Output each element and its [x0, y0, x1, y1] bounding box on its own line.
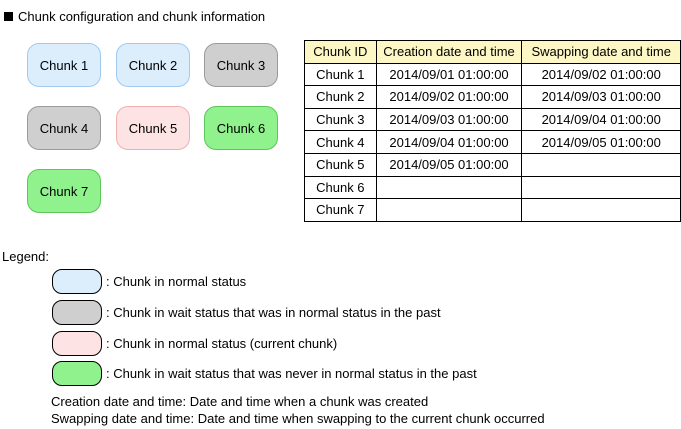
legend-swatch-normal — [52, 269, 102, 294]
cell-creation: 2014/09/04 01:00:00 — [376, 131, 522, 154]
square-bullet-icon — [4, 12, 13, 21]
chunk-4: Chunk 4 — [27, 106, 101, 150]
header-chunk-id: Chunk ID — [305, 41, 377, 64]
legend-label: : Chunk in normal status (current chunk) — [106, 335, 338, 351]
cell-creation: 2014/09/01 01:00:00 — [376, 63, 522, 86]
header-swapping: Swapping date and time — [522, 41, 681, 64]
cell-swapping: 2014/09/04 01:00:00 — [522, 108, 681, 131]
cell-creation: 2014/09/02 01:00:00 — [376, 86, 522, 109]
legend-title: Legend: — [2, 249, 49, 264]
legend-label: : Chunk in wait status that was never in normal status in the past — [106, 365, 477, 381]
diagram-title-text: Chunk configuration and chunk information — [18, 9, 266, 24]
legend-item-normal — [52, 268, 246, 294]
cell-creation: 2014/09/03 01:00:00 — [376, 108, 522, 131]
cell-swapping: 2014/09/02 01:00:00 — [522, 63, 681, 86]
cell-chunk-id: Chunk 3 — [305, 108, 377, 131]
legend-swatch-current — [52, 331, 102, 356]
chunk-7: Chunk 7 — [27, 169, 101, 213]
header-creation: Creation date and time — [376, 41, 522, 64]
table-row — [305, 63, 681, 86]
table-row — [305, 131, 681, 154]
legend-label: : Chunk in normal status — [106, 273, 247, 289]
cell-swapping: 2014/09/03 01:00:00 — [522, 86, 681, 109]
legend-item-current — [52, 330, 337, 356]
table-header-row — [305, 41, 681, 64]
legend-item-wait-never-normal — [52, 360, 477, 386]
chunk-2: Chunk 2 — [116, 43, 190, 87]
legend-label: : Chunk in wait status that was in normal status in the past — [106, 304, 441, 320]
diagram-title — [4, 8, 265, 26]
cell-swapping — [522, 176, 681, 199]
cell-chunk-id: Chunk 5 — [305, 153, 377, 176]
note-creation: Creation date and time: Date and time when a chunk was created — [51, 394, 429, 409]
cell-chunk-id: Chunk 4 — [305, 131, 377, 154]
cell-swapping: 2014/09/05 01:00:00 — [522, 131, 681, 154]
table-row — [305, 108, 681, 131]
table-row — [305, 176, 681, 199]
table-row — [305, 86, 681, 109]
chunk-3: Chunk 3 — [204, 43, 278, 87]
cell-swapping — [522, 199, 681, 222]
legend-item-wait-was-normal — [52, 299, 441, 325]
legend-swatch-wait-was-normal — [52, 300, 102, 325]
table-row — [305, 153, 681, 176]
table-row — [305, 199, 681, 222]
cell-creation — [376, 199, 522, 222]
chunk-6: Chunk 6 — [204, 106, 278, 150]
cell-swapping — [522, 153, 681, 176]
note-swapping: Swapping date and time: Date and time when swapping to the current chunk occurred — [51, 411, 545, 426]
chunk-5: Chunk 5 — [116, 106, 190, 150]
cell-chunk-id: Chunk 7 — [305, 199, 377, 222]
cell-chunk-id: Chunk 1 — [305, 63, 377, 86]
cell-chunk-id: Chunk 2 — [305, 86, 377, 109]
chunk-info-table — [304, 40, 681, 222]
cell-chunk-id: Chunk 6 — [305, 176, 377, 199]
chunk-1: Chunk 1 — [27, 43, 101, 87]
cell-creation — [376, 176, 522, 199]
cell-creation: 2014/09/05 01:00:00 — [376, 153, 522, 176]
legend-swatch-wait-never-normal — [52, 361, 102, 386]
